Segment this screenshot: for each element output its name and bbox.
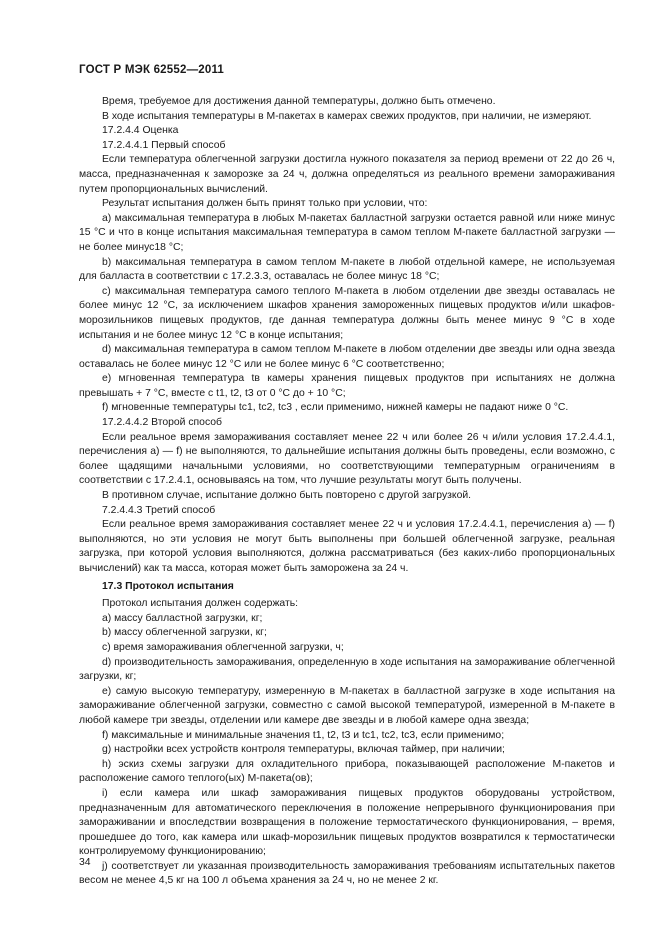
list-item: e) самую высокую температуру, измеренную в М-пакетах в балластной загрузке в ходе испытания на замораживание облегченной загрузки, совместно с самой высокой температурой, измеренной в М-пакете в любой камере три звезды, отделении или камере две звезды и в любой камере одна звезда; xyxy=(79,685,615,726)
section-heading: 17.2.4.4.1 Первый способ xyxy=(102,139,226,151)
paragraph: В ходе испытания температуры в М-пакетах в камерах свежих продуктов, при наличии, не измеряют. xyxy=(102,110,592,122)
list-item: h) эскиз схемы загрузки для охладительного прибора, показывающей расположение М-пакетов и расположение самого теплого(ых) М-пакета(ов); xyxy=(79,758,615,785)
document-header: ГОСТ Р МЭК 62552—2011 xyxy=(79,64,225,76)
list-item: g) настройки всех устройств контроля температуры, включая таймер, при наличии; xyxy=(102,744,505,756)
list-item: b) максимальная температура в самом теплом М-пакете в любой отдельной камере, не используемая для балласта в соответствии с 17.2.3.3, оставалась не более минус 18 °С; xyxy=(79,256,615,283)
section-heading: 7.2.4.4.3 Третий способ xyxy=(102,504,216,516)
list-item: f) мгновенные температуры tс1, tс2, tс3 , если применимо, нижней камеры не падают ниже 0 °С. xyxy=(102,402,569,414)
paragraph: Результат испытания должен быть принят только при условии, что: xyxy=(102,198,428,210)
document-body xyxy=(79,95,615,889)
paragraph: В противном случае, испытание должно быть повторено с другой загрузкой. xyxy=(102,490,472,502)
section-heading: 17.2.4.4 Оценка xyxy=(102,125,179,137)
paragraph: Протокол испытания должен содержать: xyxy=(102,598,299,610)
paragraph: Если температура облегченной загрузки достигла нужного показателя за период времени от 22 до 26 ч, масса, предназначенная к заморозке за 24 ч, должна определяться из реального времени замораживания путем пропорциональных вычислений. xyxy=(79,154,615,195)
page-number: 34 xyxy=(79,857,91,868)
section-title: 17.3 Протокол испытания xyxy=(102,580,234,592)
list-item: c) время замораживания облегченной загрузки, ч; xyxy=(102,641,344,653)
paragraph: Если реальное время замораживания составляет менее 22 ч или более 26 ч и/или условия 17.2.4.4.1, перечисления а) — f) не выполняются, то дальнейшие испытания должны быть проведены, если возможно, с более щадящими начальными условиями, но соответствующими температурным ограничениям в соответствии с 17.2.4.1, основываясь на том, что лучшие результаты могут быть получены. xyxy=(79,431,615,487)
list-item: d) производительность замораживания, определенную в ходе испытания на замораживание облегченной загрузки, кг; xyxy=(79,656,615,683)
list-item: i) если камера или шкаф замораживания пищевых продуктов оборудованы устройством, предназначенным для автоматического переключения в положение непрерывного функционирования при замораживании и впоследствии возвращения в положение термостатического функционирования, – время, прошедшее до того, как камера или шкаф-морозильник пищевых продуктов возвратился к термостатически контролируемому функционированию; xyxy=(79,787,615,858)
list-item: e) мгновенная температура tв камеры хранения пищевых продуктов при испытаниях не должна превышать + 7 °С, вместе с t1, t2, t3 от 0 °С до + 10 °С; xyxy=(79,373,615,399)
list-item: b) массу облегченной загрузки, кг; xyxy=(102,627,267,639)
list-item: a) массу балластной загрузки, кг; xyxy=(102,612,263,624)
paragraph: Время, требуемое для достижения данной температуры, должно быть отмечено. xyxy=(102,96,496,107)
list-item: a) максимальная температура в любых М-пакетах балластной загрузки остается равной или ниже минус 15 °С и что в конце испытания максимальная температура в самом теплом М-пакете балластной загрузки — не более минус18 °С; xyxy=(79,212,615,253)
list-item: f) максимальные и минимальные значения t1, t2, t3 и tс1, tс2, tс3, если применимо; xyxy=(102,729,505,741)
paragraph: Если реальное время замораживания составляет менее 22 ч и условия 17.2.4.4.1, перечисления а) — f) выполняются, но эти условия не могут быть выполнены при большей облегченной загрузке, реальная загрузка, при которой условия выполняются, должна рассматриваться (без каких-либо пропорциональных вычислений) как та масса, которая может быть заморожена за 24 ч. xyxy=(79,519,615,574)
list-item: c) максимальная температура самого теплого М-пакета в любом отделении две звезды оставалась не более минус 12 °С, за исключением шкафов хранения замороженных пищевых продуктов и/или шкафов-морозильников пищевых продуктов, где данная температура должны быть менее минус 9 °С в ходе испытания и не более минус 12 °С в конце испытания; xyxy=(79,285,615,341)
list-item: d) максимальная температура в самом теплом М-пакете в любом отделении две звезды или одна звезда оставалась не более минус 12 °С или не более минус 6 °С соответственно; xyxy=(79,344,615,370)
section-heading: 17.2.4.4.2 Второй способ xyxy=(102,417,223,429)
list-item: j) соответствует ли указанная производительность замораживания требованиям испытательных пакетов весом не менее 4,5 кг на 100 л объема хранения за 24 ч, но не менее 2 кг. xyxy=(79,860,615,887)
